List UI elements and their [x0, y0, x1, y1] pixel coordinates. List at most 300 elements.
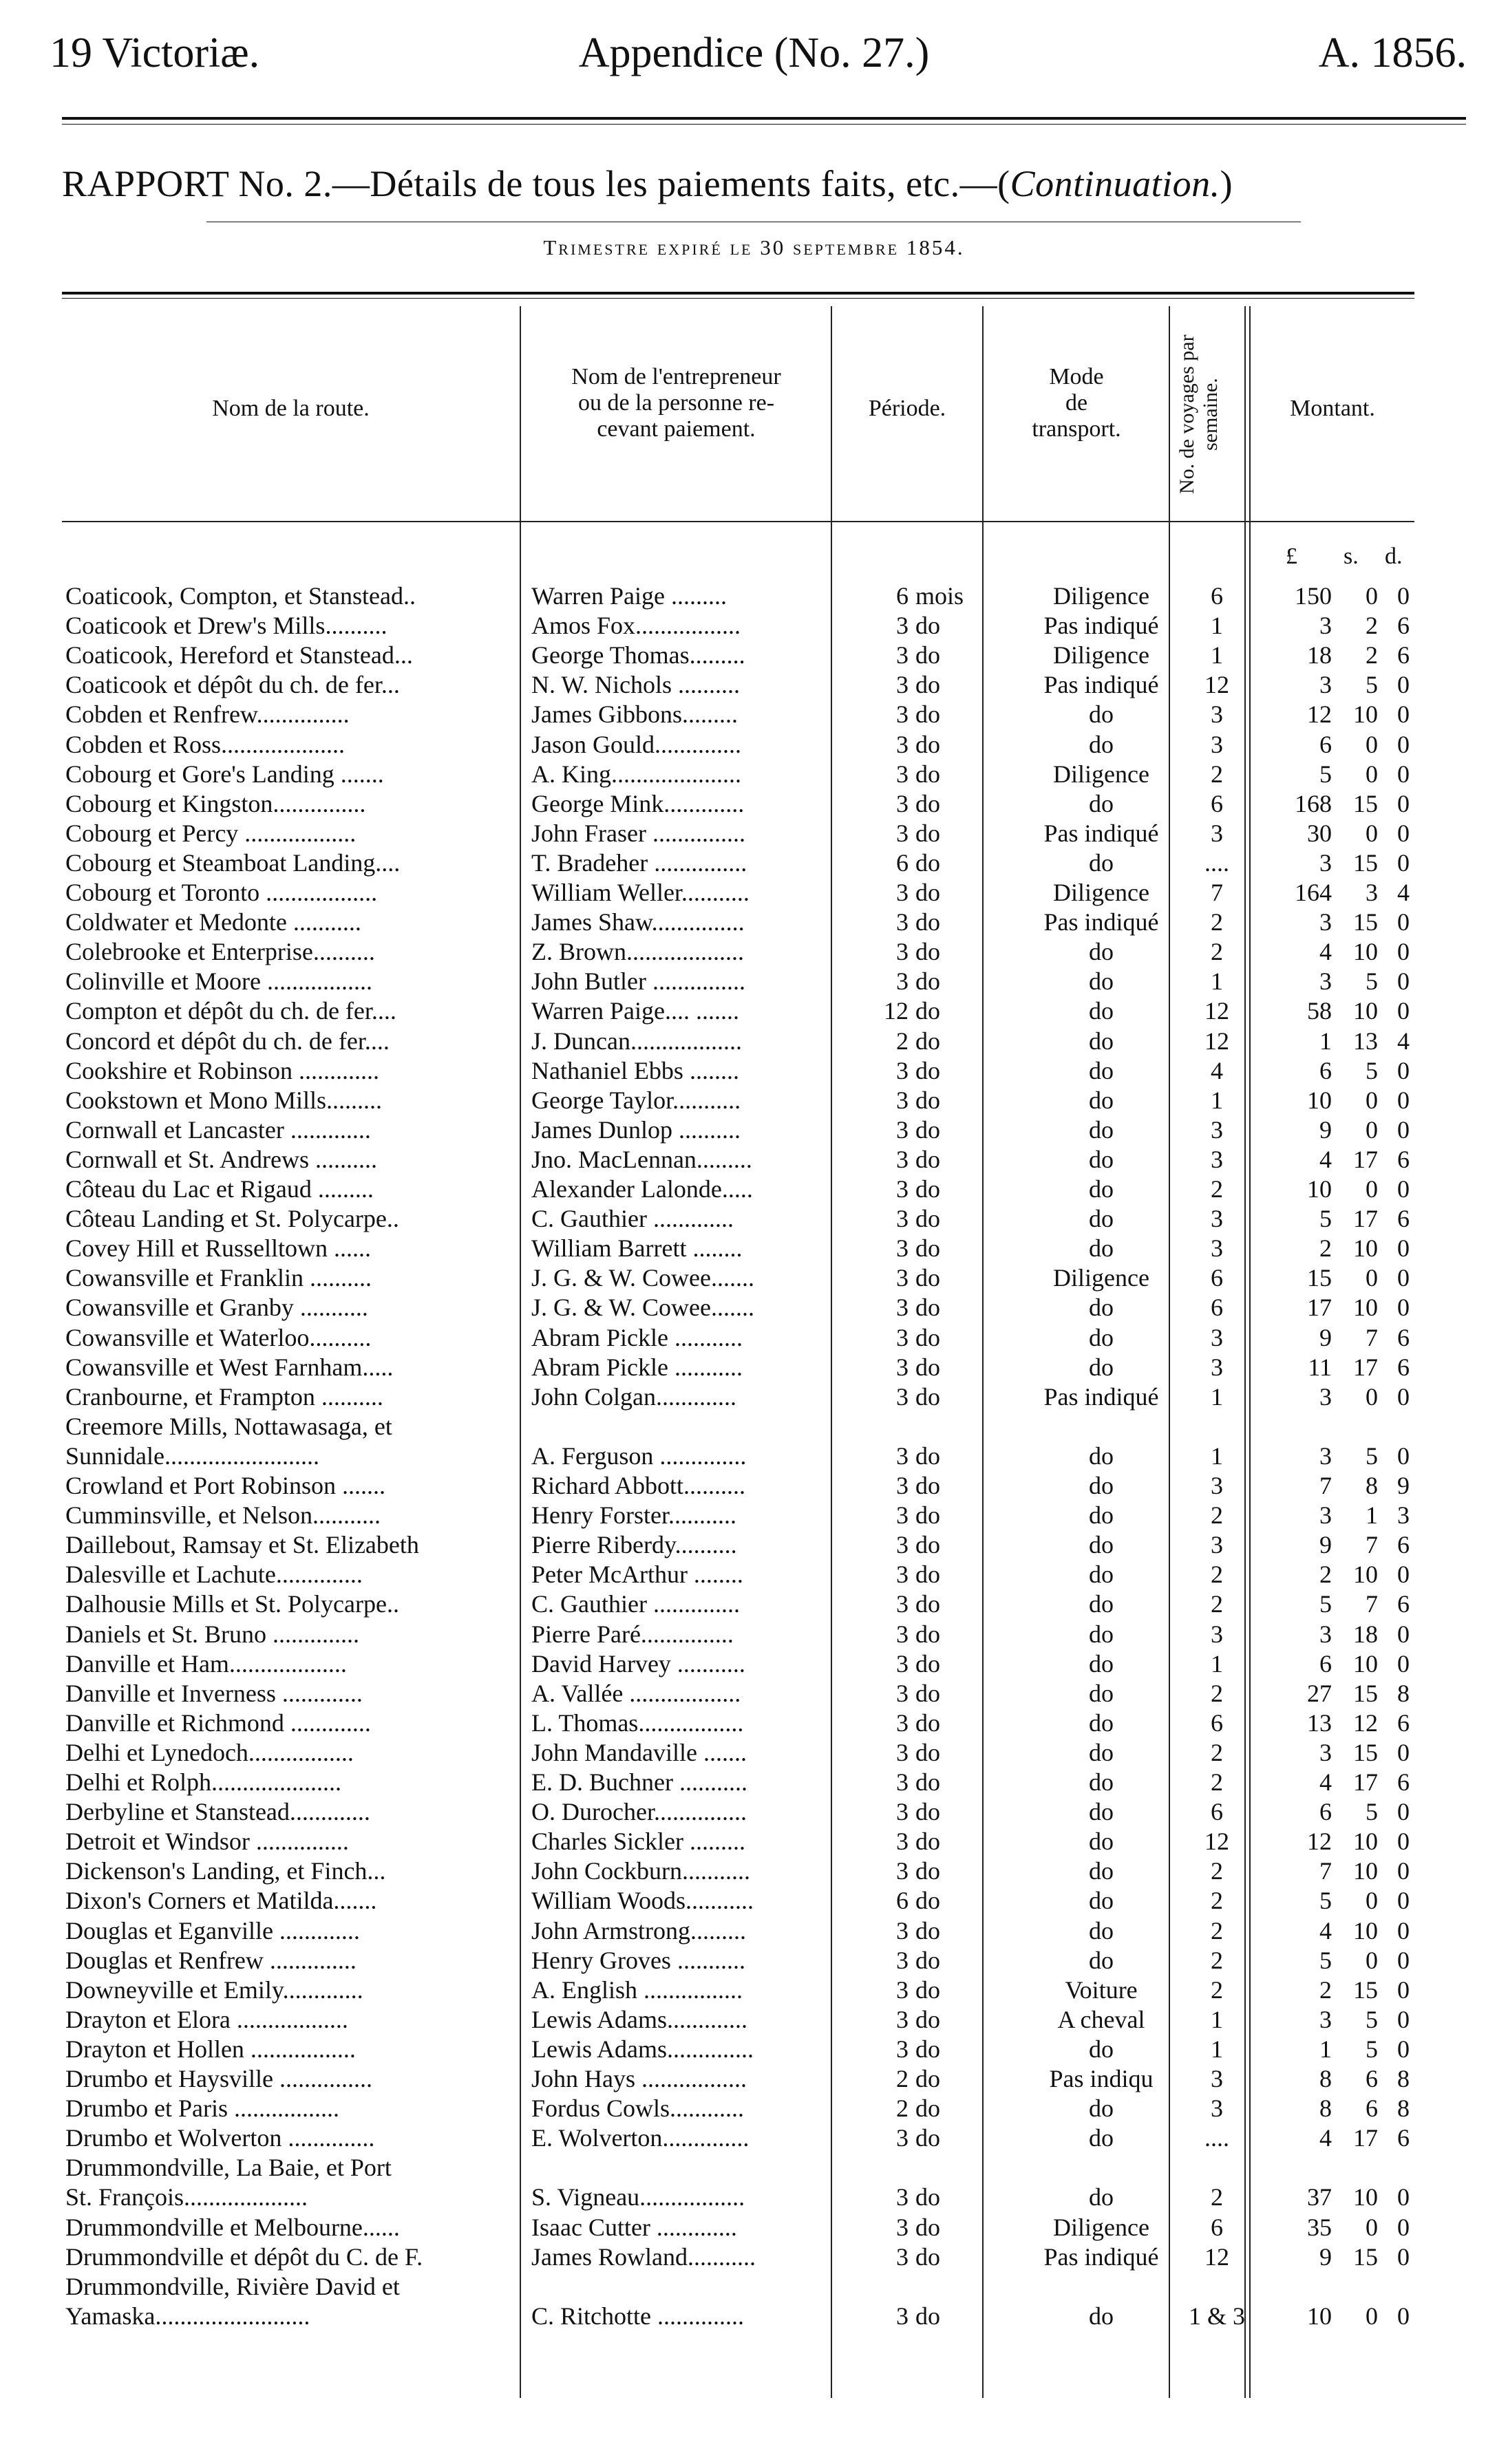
voyages-per-week: 2 — [1211, 1946, 1223, 1974]
period-value: 3 — [896, 1798, 909, 1826]
quarter-subtitle: Trimestre expiré le 30 septembre 1854. — [543, 235, 965, 259]
contractor-name: George Taylor........... — [531, 1086, 741, 1114]
period-value: 3 — [896, 641, 909, 669]
period-value: 3 — [896, 1916, 909, 1945]
period-value: 3 — [896, 1323, 909, 1351]
col-header-voyages-line: par semaine. — [1176, 334, 1222, 451]
table-row — [62, 1027, 1414, 1056]
route-name: Douglas et Eganville ............. — [65, 1916, 360, 1945]
voyages-per-week: 3 — [1211, 2065, 1223, 2092]
voyages-per-week: 4 — [1211, 1056, 1223, 1084]
period-unit: do — [915, 1472, 940, 1499]
transport-mode: Diligence — [1053, 1264, 1149, 1292]
header-rule-thin — [62, 124, 1466, 125]
amount-pounds: 27 — [1307, 1679, 1332, 1707]
contractor-name: Jno. MacLennan......... — [531, 1145, 752, 1173]
table-row — [62, 1856, 1414, 1886]
voyages-per-week: 2 — [1211, 908, 1223, 936]
voyages-per-week: 2 — [1211, 1916, 1223, 1945]
transport-mode: Pas indiqué — [1043, 2242, 1159, 2271]
table-row — [62, 1382, 1414, 1412]
voyages-per-week: 6 — [1211, 1294, 1223, 1322]
period-value: 3 — [896, 612, 909, 640]
transport-mode: do — [1089, 1649, 1114, 1678]
contractor-name: A. King..................... — [531, 760, 741, 788]
period-value: 3 — [896, 760, 909, 788]
transport-mode: do — [1089, 700, 1114, 729]
amount-pence: 0 — [1397, 2242, 1410, 2271]
amount-pounds: 18 — [1307, 641, 1332, 669]
amount-pounds: 3 — [1319, 1382, 1332, 1411]
amount-shillings: 5 — [1366, 2005, 1378, 2033]
transport-mode: do — [1089, 1946, 1114, 1974]
transport-mode: do — [1089, 2095, 1114, 2123]
amount-pence: 0 — [1397, 1115, 1410, 1144]
amount-shillings: 0 — [1366, 1946, 1378, 1974]
voyages-per-week: 3 — [1211, 1145, 1223, 1173]
amount-shillings: 15 — [1353, 848, 1378, 877]
period-value: 3 — [896, 789, 909, 817]
voyages-per-week: 2 — [1211, 1738, 1223, 1766]
amount-pounds: 11 — [1308, 1353, 1332, 1381]
amount-pounds: 12 — [1307, 700, 1332, 729]
amount-pence: 0 — [1397, 1442, 1410, 1470]
amount-shillings: 15 — [1353, 1975, 1378, 2004]
period-unit: do — [915, 1768, 940, 1796]
amount-shillings: 5 — [1366, 1056, 1378, 1084]
period-unit: do — [915, 1857, 940, 1885]
amount-shillings: 15 — [1353, 1738, 1378, 1766]
voyages-per-week: 1 — [1211, 1382, 1223, 1411]
amount-pounds: 6 — [1319, 1056, 1332, 1084]
route-name: Dalhousie Mills et St. Polycarpe.. — [65, 1590, 399, 1618]
period-value: 3 — [896, 1531, 909, 1559]
period-value: 3 — [896, 1234, 909, 1263]
route-name: Cookshire et Robinson ............. — [65, 1056, 379, 1084]
transport-mode: do — [1089, 1857, 1114, 1885]
amount-pence: 0 — [1397, 582, 1410, 610]
voyages-per-week: 3 — [1211, 730, 1223, 758]
amount-pounds: 3 — [1319, 1620, 1332, 1648]
amount-pounds: 9 — [1319, 1531, 1332, 1559]
amount-shillings: 0 — [1366, 1175, 1378, 1203]
table-row — [62, 967, 1414, 996]
transport-mode: do — [1089, 1561, 1114, 1589]
amount-pence: 0 — [1397, 760, 1410, 788]
amount-shillings: 2 — [1366, 612, 1378, 640]
period-value: 3 — [896, 1561, 909, 1589]
amount-pounds: 17 — [1307, 1294, 1332, 1322]
period-value: 3 — [896, 1382, 909, 1411]
contractor-name: James Rowland........... — [531, 2242, 756, 2271]
period-value: 3 — [896, 967, 909, 996]
table-row — [62, 611, 1414, 641]
transport-mode: do — [1089, 1708, 1114, 1737]
contractor-name: James Gibbons......... — [531, 700, 738, 729]
route-name: Colebrooke et Enterprise.......... — [65, 938, 375, 966]
transport-mode: Pas indiqu — [1049, 2065, 1154, 2092]
col-header-mode — [984, 364, 1169, 442]
contractor-name: Amos Fox................. — [531, 612, 741, 640]
amount-shillings: 6 — [1366, 2065, 1378, 2092]
period-value: 3 — [896, 1679, 909, 1707]
voyages-per-week: 2 — [1211, 1561, 1223, 1589]
voyages-per-week: 6 — [1211, 789, 1223, 817]
voyages-per-week: 2 — [1211, 1887, 1223, 1915]
amount-pence: 6 — [1397, 641, 1410, 669]
route-name: Crowland et Port Robinson ....... — [65, 1472, 385, 1499]
transport-mode: do — [1089, 2035, 1114, 2063]
period-value: 3 — [896, 2213, 909, 2241]
contractor-name: Isaac Cutter ............. — [531, 2213, 737, 2241]
transport-mode: do — [1089, 1472, 1114, 1499]
period-unit: do — [915, 1115, 940, 1144]
period-unit: do — [915, 1738, 940, 1766]
period-unit: do — [915, 1353, 940, 1381]
amount-shillings: 10 — [1353, 997, 1378, 1025]
period-value: 12 — [884, 997, 909, 1025]
period-value: 3 — [896, 1828, 909, 1856]
amount-pounds: 4 — [1319, 1145, 1332, 1173]
period-value: 3 — [896, 1768, 909, 1796]
table-row — [62, 819, 1414, 848]
voyages-per-week: 2 — [1211, 1501, 1223, 1530]
amount-pence: 0 — [1397, 1975, 1410, 2004]
voyages-per-week: 1 — [1211, 2035, 1223, 2063]
transport-mode: do — [1089, 1205, 1114, 1233]
amount-pence: 6 — [1397, 1353, 1410, 1381]
period-unit: do — [915, 2005, 940, 2033]
header-appendix: Appendice (No. 27.) — [578, 30, 930, 76]
period-unit: do — [915, 612, 940, 640]
voyages-per-week: 12 — [1204, 1027, 1229, 1055]
table-row — [62, 937, 1414, 967]
col-header-mode-line: de — [1065, 390, 1088, 416]
table-row — [62, 1560, 1414, 1589]
amount-shillings: 5 — [1366, 671, 1378, 699]
period-unit: do — [915, 1205, 940, 1233]
table-row — [62, 2213, 1414, 2242]
amount-pence: 0 — [1397, 730, 1410, 758]
voyages-per-week: 3 — [1211, 1323, 1223, 1351]
period-unit: do — [915, 2095, 940, 2123]
period-unit: do — [915, 908, 940, 936]
amount-pounds: 5 — [1319, 1590, 1332, 1618]
route-name: Cowansville et Waterloo.......... — [65, 1323, 372, 1351]
transport-mode: Diligence — [1053, 2213, 1149, 2241]
period-value: 3 — [896, 671, 909, 699]
period-unit: do — [915, 997, 940, 1025]
period-unit: do — [915, 2035, 940, 2063]
voyages-per-week: 1 — [1211, 612, 1223, 640]
period-unit: do — [915, 1294, 940, 1322]
shillings-label: s. — [1344, 544, 1359, 569]
amount-pounds: 3 — [1319, 612, 1332, 640]
voyages-per-week: 1 & 3 — [1188, 2302, 1245, 2330]
route-name: Coldwater et Medonte ........... — [65, 908, 361, 936]
period-unit: do — [915, 1590, 940, 1618]
route-name: Derbyline et Stanstead............. — [65, 1798, 370, 1826]
route-name: Dixon's Corners et Matilda....... — [65, 1887, 377, 1915]
transport-mode: do — [1089, 1679, 1114, 1707]
contractor-name: J. Duncan.................. — [531, 1027, 742, 1055]
route-name: Coaticook et Drew's Mills.......... — [65, 612, 387, 640]
voyages-per-week: 3 — [1211, 1353, 1223, 1381]
voyages-per-week: 2 — [1211, 938, 1223, 966]
table-row — [62, 1916, 1414, 1946]
table-row — [62, 1679, 1414, 1708]
amount-pence: 0 — [1397, 908, 1410, 936]
period-value: 3 — [896, 908, 909, 936]
voyages-per-week: 6 — [1211, 1264, 1223, 1292]
transport-mode: Diligence — [1053, 582, 1149, 610]
period-value: 3 — [896, 730, 909, 758]
contractor-name: George Mink............. — [531, 789, 745, 817]
voyages-per-week: 1 — [1211, 967, 1223, 996]
voyages-per-week: 2 — [1211, 2183, 1223, 2211]
transport-mode: Pas indiqué — [1043, 612, 1159, 640]
table-row — [62, 2035, 1414, 2064]
table-row — [62, 1501, 1414, 1530]
route-name: Coaticook et dépôt du ch. de fer... — [65, 671, 400, 699]
amount-shillings: 15 — [1353, 908, 1378, 936]
voyages-per-week: 2 — [1211, 1175, 1223, 1203]
amount-shillings: 15 — [1353, 1679, 1378, 1707]
table-row — [62, 1768, 1414, 1797]
transport-mode: Voiture — [1065, 1975, 1138, 2004]
table-row — [62, 1827, 1414, 1856]
table-row — [62, 2302, 1414, 2331]
voyages-per-week: 3 — [1211, 2095, 1223, 2123]
route-name: Cobourg et Percy .................. — [65, 819, 357, 847]
contractor-name: James Dunlop .......... — [531, 1115, 741, 1144]
voyages-per-week: 3 — [1211, 700, 1223, 729]
route-name: Delhi et Lynedoch................. — [65, 1738, 354, 1766]
period-unit: do — [915, 967, 940, 996]
contractor-name: John Armstrong......... — [531, 1916, 747, 1945]
amount-pence: 0 — [1397, 938, 1410, 966]
period-unit: do — [915, 1561, 940, 1589]
voyages-per-week: .... — [1204, 2124, 1229, 2152]
voyages-per-week: 3 — [1211, 1472, 1223, 1499]
route-name: Drumbo et Wolverton .............. — [65, 2124, 375, 2152]
period-unit: do — [915, 2065, 940, 2092]
col-header-voyages-line: No. de voyages — [1176, 366, 1198, 495]
page-header — [0, 0, 1508, 83]
table-row — [62, 641, 1414, 670]
header-year: A. 1856. — [1318, 30, 1467, 76]
amount-pence: 0 — [1397, 848, 1410, 877]
route-name: Douglas et Renfrew .............. — [65, 1946, 357, 1974]
amount-pounds: 3 — [1319, 1738, 1332, 1766]
table-row — [62, 1620, 1414, 1649]
amount-pounds: 8 — [1319, 2095, 1332, 2123]
table-row — [62, 1115, 1414, 1145]
transport-mode: do — [1089, 1768, 1114, 1796]
period-unit: do — [915, 1323, 940, 1351]
transport-mode: do — [1089, 1086, 1114, 1114]
table-row — [62, 1442, 1414, 1471]
amount-pounds: 4 — [1319, 938, 1332, 966]
amount-shillings: 8 — [1366, 1472, 1378, 1499]
table-row — [62, 2183, 1414, 2212]
transport-mode: do — [1089, 1323, 1114, 1351]
period-unit: do — [915, 1798, 940, 1826]
transport-mode: do — [1089, 2302, 1114, 2330]
period-value: 3 — [896, 2302, 909, 2330]
period-value: 3 — [896, 1264, 909, 1292]
amount-pence: 0 — [1397, 1946, 1410, 1974]
transport-mode: do — [1089, 1916, 1114, 1945]
contractor-name: John Mandaville ....... — [531, 1738, 747, 1766]
route-name: Drumbo et Haysville ............... — [65, 2065, 372, 2092]
route-name: Cookstown et Mono Mills......... — [65, 1086, 383, 1114]
amount-pounds: 37 — [1307, 2183, 1332, 2211]
period-value: 2 — [896, 2065, 909, 2092]
route-name: Yamaska......................... — [65, 2302, 310, 2330]
contractor-name: Lewis Adams............. — [531, 2005, 747, 2033]
route-name: Cornwall et St. Andrews .......... — [65, 1145, 377, 1173]
amount-pence: 0 — [1397, 1798, 1410, 1826]
period-value: 2 — [896, 1027, 909, 1055]
period-unit: do — [915, 1175, 940, 1203]
contractor-name: Pierre Riberdy.......... — [531, 1531, 737, 1559]
amount-pounds: 7 — [1319, 1472, 1332, 1499]
contractor-name: Alexander Lalonde..... — [531, 1175, 753, 1203]
period-value: 3 — [896, 879, 909, 906]
period-unit: do — [915, 760, 940, 788]
pence-label: d. — [1385, 544, 1403, 569]
transport-mode: Diligence — [1053, 641, 1149, 669]
amount-pence: 0 — [1397, 1828, 1410, 1856]
contractor-name: Fordus Cowls............ — [531, 2095, 745, 2123]
voyages-per-week: 1 — [1211, 641, 1223, 669]
table-row — [62, 908, 1414, 937]
transport-mode: do — [1089, 1294, 1114, 1322]
contractor-name: Jason Gould.............. — [531, 730, 741, 758]
period-unit: do — [915, 1531, 940, 1559]
table-row — [62, 1886, 1414, 1916]
col-header-voyages — [1176, 313, 1242, 516]
contractor-name: William Barrett ........ — [531, 1234, 743, 1263]
amount-shillings: 3 — [1366, 879, 1378, 906]
period-unit: do — [915, 2302, 940, 2330]
voyages-per-week: 2 — [1211, 760, 1223, 788]
amount-pounds: 3 — [1319, 848, 1332, 877]
contractor-name: Abram Pickle ........... — [531, 1323, 743, 1351]
amount-pounds: 1 — [1319, 2035, 1332, 2063]
route-name: Delhi et Rolph..................... — [65, 1768, 341, 1796]
route-name: Coaticook, Compton, et Stanstead.. — [65, 582, 416, 610]
route-name-cont: Drummondville, La Baie, et Port — [65, 2154, 392, 2182]
period-value: 3 — [896, 2124, 909, 2152]
voyages-per-week: 1 — [1211, 1086, 1223, 1114]
amount-shillings: 0 — [1366, 2302, 1378, 2330]
amount-shillings: 17 — [1353, 1353, 1378, 1381]
period-value: 3 — [896, 1442, 909, 1470]
table-row — [62, 1353, 1414, 1382]
route-name: Côteau du Lac et Rigaud ......... — [65, 1175, 374, 1203]
period-unit: do — [915, 1946, 940, 1974]
amount-pounds: 5 — [1319, 1946, 1332, 1974]
period-value: 3 — [896, 1708, 909, 1737]
table-row — [62, 1293, 1414, 1322]
table-row — [62, 1649, 1414, 1679]
amount-pounds: 6 — [1319, 1798, 1332, 1826]
transport-mode: do — [1089, 730, 1114, 758]
contractor-name: David Harvey ........... — [531, 1649, 745, 1678]
amount-pounds: 150 — [1295, 582, 1332, 610]
period-value: 2 — [896, 2095, 909, 2123]
table-row — [62, 670, 1414, 700]
period-value: 3 — [896, 1145, 909, 1173]
route-name: Drummondville et Melbourne...... — [65, 2213, 400, 2241]
route-name: Dickenson's Landing, et Finch... — [65, 1857, 386, 1885]
table-row — [62, 1056, 1414, 1086]
period-value: 3 — [896, 2183, 909, 2211]
voyages-per-week: 12 — [1204, 997, 1229, 1025]
table-row — [62, 789, 1414, 819]
period-value: 3 — [896, 2005, 909, 2033]
header-rule-thick — [62, 117, 1466, 120]
period-unit: do — [915, 1679, 940, 1707]
route-name: Concord et dépôt du ch. de fer.... — [65, 1027, 390, 1055]
voyages-per-week: 3 — [1211, 1205, 1223, 1233]
contractor-name: T. Bradeher ............... — [531, 848, 747, 877]
amount-pence: 6 — [1397, 1708, 1410, 1737]
amount-shillings: 0 — [1366, 730, 1378, 758]
contractor-name: O. Durocher............... — [531, 1798, 747, 1826]
amount-pence: 0 — [1397, 819, 1410, 847]
period-value: 3 — [896, 1115, 909, 1144]
amount-pence: 6 — [1397, 1531, 1410, 1559]
voyages-per-week: 3 — [1211, 1234, 1223, 1263]
amount-pounds: 9 — [1319, 2242, 1332, 2271]
period-unit: do — [915, 1027, 940, 1055]
period-value: 3 — [896, 1175, 909, 1203]
route-name: Danville et Ham................... — [65, 1649, 347, 1678]
period-unit: do — [915, 2124, 940, 2152]
amount-pence: 0 — [1397, 1561, 1410, 1589]
report-title-close: ) — [1220, 163, 1233, 204]
amount-shillings: 0 — [1366, 1887, 1378, 1915]
contractor-name: William Weller........... — [531, 879, 750, 906]
contractor-name: James Shaw............... — [531, 908, 745, 936]
table-row — [62, 848, 1414, 878]
voyages-per-week: 6 — [1211, 1798, 1223, 1826]
table-row — [62, 1145, 1414, 1175]
contractor-name: Henry Forster........... — [531, 1501, 736, 1530]
amount-pence: 6 — [1397, 612, 1410, 640]
amount-shillings: 17 — [1353, 1205, 1378, 1233]
amount-pence: 0 — [1397, 1887, 1410, 1915]
voyages-per-week: 3 — [1211, 819, 1223, 847]
period-unit: do — [915, 1382, 940, 1411]
period-value: 6 — [896, 848, 909, 877]
route-name: St. François.................... — [65, 2183, 308, 2211]
amount-shillings: 10 — [1353, 1234, 1378, 1263]
amount-pounds: 6 — [1319, 1649, 1332, 1678]
amount-shillings: 15 — [1353, 2242, 1378, 2271]
col-header-contractor-line: ou de la personne re- — [577, 390, 775, 416]
amount-pounds: 2 — [1319, 1975, 1332, 2004]
amount-shillings: 0 — [1366, 1086, 1378, 1114]
amount-pounds: 10 — [1307, 1175, 1332, 1203]
amount-pounds: 7 — [1319, 1857, 1332, 1885]
route-name: Drummondville et dépôt du C. de F. — [65, 2242, 423, 2271]
amount-pounds: 3 — [1319, 1442, 1332, 1470]
contractor-name: S. Vigneau................. — [531, 2183, 745, 2211]
